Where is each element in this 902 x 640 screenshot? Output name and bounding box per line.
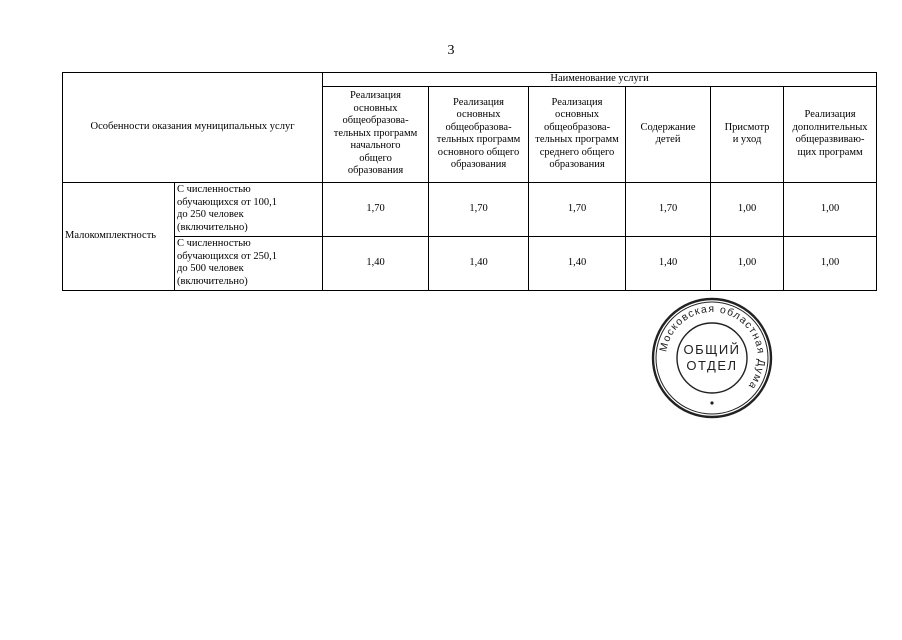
service-header: Реализация основных общеобразова- тельных программ начального общего образования — [323, 86, 429, 182]
official-stamp — [648, 296, 776, 420]
value-cell: 1,70 — [429, 182, 529, 236]
value-cell: 1,40 — [626, 236, 711, 290]
service-header: Реализация дополнительных общеразвиваю- щих программ — [784, 86, 877, 182]
service-header: Присмотр и уход — [711, 86, 784, 182]
table-row — [63, 236, 877, 290]
stamp-ring-text-path: Московская областная Дума — [657, 302, 768, 393]
value-cell: 1,70 — [323, 182, 429, 236]
value-cell: 1,00 — [784, 182, 877, 236]
value-cell: 1,00 — [711, 182, 784, 236]
service-header: Реализация основных общеобразова- тельных программ основного общего образования — [429, 86, 529, 182]
features-header: Особенности оказания муниципальных услуг — [63, 73, 323, 183]
row-label: С численностью обучающихся от 100,1 до 250 человек (включительно) — [175, 182, 323, 236]
table-row — [63, 182, 877, 236]
value-cell: 1,40 — [529, 236, 626, 290]
value-cell: 1,00 — [711, 236, 784, 290]
group-label: Малокомплектность — [63, 182, 175, 290]
service-header: Содержание детей — [626, 86, 711, 182]
coefficients-table — [62, 72, 877, 291]
row-label: С численностью обучающихся от 250,1 до 500 человек (включительно) — [175, 236, 323, 290]
value-cell: 1,00 — [784, 236, 877, 290]
service-header: Реализация основных общеобразова- тельных программ среднего общего образования — [529, 86, 626, 182]
value-cell: 1,40 — [429, 236, 529, 290]
value-cell: 1,70 — [529, 182, 626, 236]
stamp-center-line2: ОТДЕЛ — [686, 358, 738, 373]
stamp-dot — [710, 401, 713, 404]
value-cell: 1,40 — [323, 236, 429, 290]
page-number: 3 — [447, 43, 455, 58]
stamp-center-line1: ОБЩИЙ — [683, 342, 741, 357]
value-cell: 1,70 — [626, 182, 711, 236]
service-name-header: Наименование услуги — [323, 73, 877, 87]
